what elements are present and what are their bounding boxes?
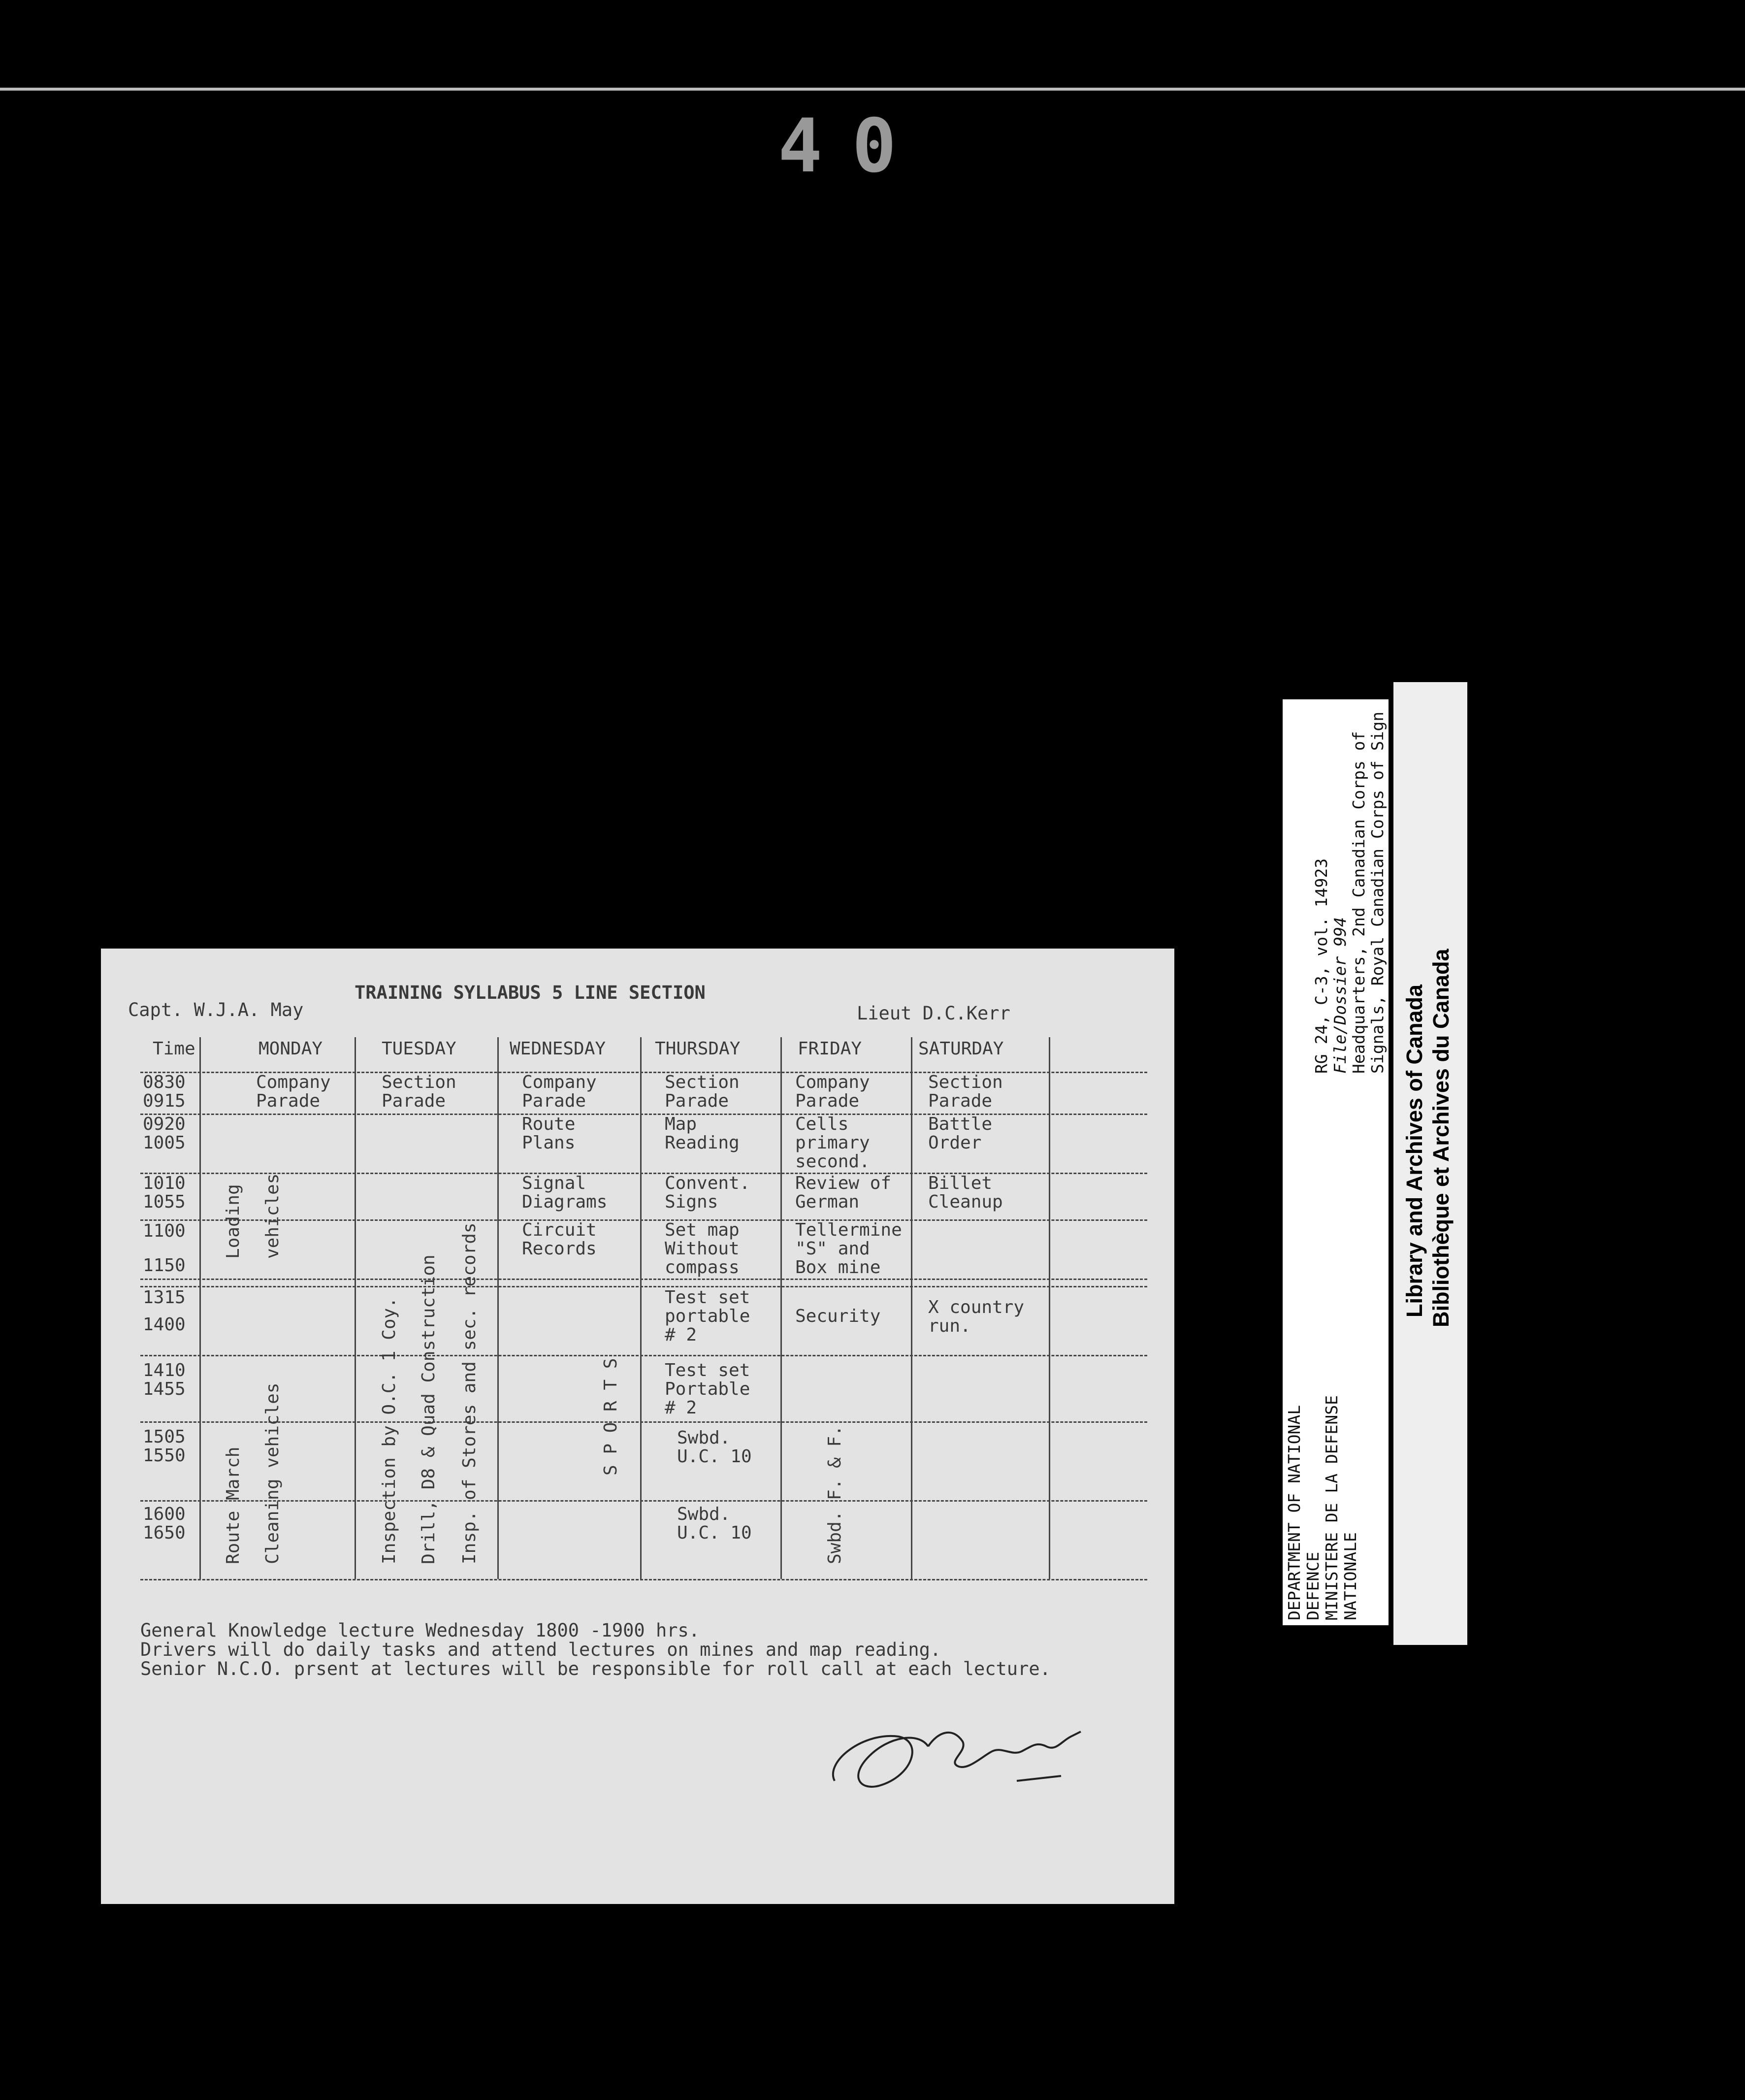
cell-tue-0830: Section Parade [382,1072,456,1111]
syllabus-page [101,949,1174,1904]
grid-line [497,1037,499,1579]
time-start: 1010 [143,1173,186,1193]
col-header-time: Time [153,1039,195,1059]
cell-fri-1100: Tellermine "S" and Box mine [795,1220,902,1278]
cell-wed-1100: Circuit Records [522,1220,597,1259]
label-line: File/Dossier 994 [1330,917,1350,1074]
label-line: DEPARTMENT OF NATIONAL [1285,1405,1304,1620]
grid-line [140,1500,1147,1502]
vertical-note: Drill, D8 & Quad Construction [419,1254,439,1564]
cell-fri-1010: Review of German [795,1173,892,1212]
schedule-grid [140,1072,1147,1579]
cell-thu-1315: Test set portable # 2 [665,1287,750,1345]
time-end: 1055 [143,1192,186,1212]
col-header-monday: MONDAY [259,1039,323,1059]
footer-note: Senior N.C.O. prsent at lectures will be responsible for roll call at each lecture. [140,1658,1051,1679]
time-start: 0830 [143,1072,186,1092]
col-header-saturday: SATURDAY [918,1039,1004,1059]
frame-number: 40 [778,103,926,189]
page-title: TRAINING SYLLABUS 5 LINE SECTION [355,982,706,1003]
vertical-note: Insp. of Stores and sec. records [459,1222,480,1564]
grid-line [140,1355,1147,1356]
vertical-note: Swbd. F. & F. [825,1425,845,1564]
cell-thu-1410: Test set Portable # 2 [665,1360,750,1418]
time-start: 1505 [143,1427,186,1447]
time-start: 1600 [143,1504,186,1524]
cell-thu-1505: Swbd. U.C. 10 [677,1428,752,1467]
grid-line [140,1421,1147,1423]
vertical-note: Route March [223,1446,243,1564]
grid-line [140,1286,1147,1287]
vertical-note: Cleaning vehicles [262,1382,283,1564]
institution-name-fr: Bibliothèque et Archives du Canada [1428,949,1454,1327]
cell-thu-1010: Convent. Signs [665,1173,750,1212]
label-line: Headquarters, 2nd Canadian Corps of [1349,731,1368,1074]
time-start: 0920 [143,1114,186,1134]
footer-note: General Knowledge lecture Wednesday 1800 -1900 hrs. [140,1620,700,1641]
cell-wed-1010: Signal Diagrams [522,1173,608,1212]
grid-line [140,1114,1147,1115]
captain-name: Capt. W.J.A. May [128,999,304,1020]
cell-fri-0920: Cells primary second. [795,1114,870,1172]
time-end: 0915 [143,1091,186,1111]
cell-wed-0920: Route Plans [522,1114,576,1153]
label-line: Signals, Royal Canadian Corps of Sign [1368,711,1387,1074]
cell-thu-0830: Section Parade [665,1072,740,1111]
time-end: 1550 [143,1445,186,1466]
cell-thu-0920: Map Reading [665,1114,740,1153]
cell-sat-0920: Battle Order [928,1114,993,1153]
film-edge-line [0,88,1745,91]
cell-fri-1315: Security [795,1306,881,1326]
cell-wed-0830: Company Parade [522,1072,597,1111]
grid-line [199,1037,201,1579]
grid-line [140,1579,1147,1580]
footer-note: Drivers will do daily tasks and attend lectures on mines and map reading. [140,1639,941,1660]
cell-sat-1315: X country run. [928,1297,1025,1336]
grid-line [640,1037,642,1579]
vertical-note: Loading [223,1184,243,1259]
time-end: 1005 [143,1133,186,1153]
cell-thu-1100: Set map Without compass [665,1220,740,1278]
grid-line [140,1219,1147,1221]
grid-line [780,1037,782,1579]
time-end: 1150 [143,1255,186,1276]
time-start: 1410 [143,1360,186,1380]
institution-label [1393,682,1467,1645]
label-line: RG 24, C-3, vol. 14923 [1312,858,1331,1074]
institution-name-en: Library and Archives of Canada [1402,984,1427,1317]
grid-line [140,1279,1147,1280]
vertical-note: Inspection by O.C. 1 Coy. [379,1297,399,1564]
cell-mon-0830: Company Parade [256,1072,331,1111]
time-end: 1400 [143,1314,186,1335]
col-header-thursday: THURSDAY [655,1039,741,1059]
lieutenant-name: Lieut D.C.Kerr [857,1003,1010,1024]
grid-line [355,1037,356,1579]
col-header-friday: FRIDAY [798,1039,862,1059]
grid-line [911,1037,912,1579]
time-start: 1315 [143,1287,186,1308]
vertical-note: vehicles [262,1173,283,1259]
grid-line [1049,1037,1050,1579]
cell-thu-1600: Swbd. U.C. 10 [677,1504,752,1543]
label-line: NATIONALE [1341,1532,1360,1620]
signature [805,1702,1110,1810]
time-end: 1455 [143,1379,186,1399]
cell-sat-1010: Billet Cleanup [928,1173,1003,1212]
time-end: 1650 [143,1523,186,1543]
col-header-wednesday: WEDNESDAY [510,1039,606,1059]
archive-reference-label [1283,699,1389,1625]
time-start: 1100 [143,1221,186,1241]
label-line: DEFENCE [1303,1551,1323,1620]
vertical-note: S P O R T S [601,1358,621,1476]
cell-fri-0830: Company Parade [795,1072,870,1111]
col-header-tuesday: TUESDAY [382,1039,456,1059]
label-line: MINISTERE DE LA DEFENSE [1322,1395,1341,1620]
cell-sat-0830: Section Parade [928,1072,1003,1111]
